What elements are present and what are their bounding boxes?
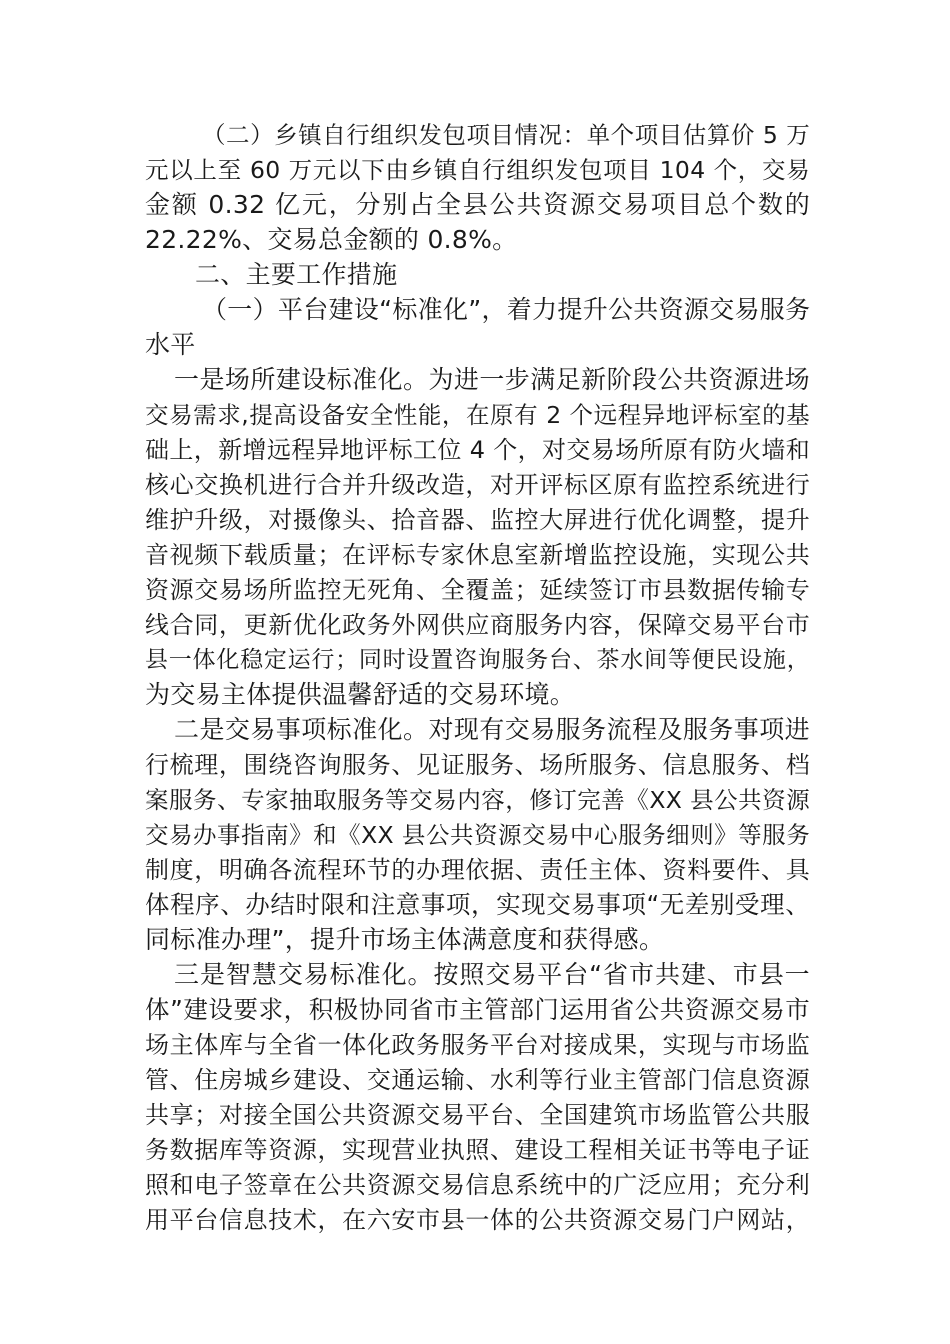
body-text-line: 务数据库等资源，实现营业执照、建设工程相关证书等电子证	[145, 1136, 810, 1164]
body-text-line: 用平台信息技术，在六安市县一体的公共资源交易门户网站，	[145, 1206, 810, 1234]
body-text-line: 元以上至 60 万元以下由乡镇自行组织发包项目 104 个，交易	[145, 156, 810, 184]
body-text-line: 金额 0.32 亿元，分别占全县公共资源交易项目总个数的	[145, 190, 810, 219]
body-text-line: 县一体化稳定运行；同时设置咨询服务台、茶水间等便民设施，	[145, 647, 810, 673]
body-text-line: 场主体库与全省一体化政务服务平台对接成果，实现与市场监	[145, 1031, 810, 1059]
body-text-line: 行梳理，围绕咨询服务、见证服务、场所服务、信息服务、档	[145, 751, 810, 779]
body-text-line: 础上，新增远程异地评标工位 4 个，对交易场所原有防火墙和	[145, 436, 810, 464]
body-text-line: 音视频下载质量；在评标专家休息室新增监控设施，实现公共	[145, 541, 810, 569]
body-text-line: 资源交易场所监控无死角、全覆盖；延续签订市县数据传输专	[145, 576, 810, 604]
body-text-line: 体”建设要求，积极协同省市主管部门运用省公共资源交易市	[145, 995, 810, 1024]
body-text-line: 共享；对接全国公共资源交易平台、全国建筑市场监管公共服	[145, 1101, 810, 1129]
body-text-line: 交易办事指南》和《XX 县公共资源交易中心服务细则》等服务	[145, 821, 810, 849]
body-text-line: 线合同，更新优化政务外网供应商服务内容，保障交易平台市	[145, 611, 810, 639]
body-text-line: 一是场所建设标准化。为进一步满足新阶段公共资源进场	[174, 365, 810, 394]
body-text-line: 案服务、专家抽取服务等交易内容，修订完善《XX 县公共资源	[145, 786, 810, 814]
body-text-line: 二是交易事项标准化。对现有交易服务流程及服务事项进	[174, 715, 810, 744]
subsection-heading: 水平	[145, 330, 196, 359]
body-text-line: 维护升级，对摄像头、拾音器、监控大屏进行优化调整，提升	[145, 506, 810, 534]
body-text-line: 管、住房城乡建设、交通运输、水利等行业主管部门信息资源	[145, 1066, 810, 1094]
body-text-line: 同标准办理”，提升市场主体满意度和获得感。	[145, 925, 665, 954]
body-text-line: 制度，明确各流程环节的办理依据、责任主体、资料要件、具	[145, 856, 810, 884]
subsection-heading: （一）平台建设“标准化”，着力提升公共资源交易服务	[202, 295, 811, 324]
section-heading: 二、主要工作措施	[195, 260, 398, 289]
body-text-line: 核心交换机进行合并升级改造，对开评标区原有监控系统进行	[145, 471, 810, 499]
body-text-line: 体程序、办结时限和注意事项，实现交易事项“无差别受理、	[145, 890, 810, 919]
body-text-line: 照和电子签章在公共资源交易信息系统中的广泛应用；充分利	[145, 1171, 810, 1199]
body-text-line: 三是智慧交易标准化。按照交易平台“省市共建、市县一	[174, 960, 810, 989]
body-text-line: 为交易主体提供温馨舒适的交易环境。	[145, 680, 576, 709]
body-text-line: （二）乡镇自行组织发包项目情况：单个项目估算价 5 万	[202, 121, 810, 149]
body-text-line: 22.22%、交易总金额的 0.8%。	[145, 225, 518, 254]
body-text-line: 交易需求,提高设备安全性能，在原有 2 个远程异地评标室的基	[145, 401, 810, 429]
